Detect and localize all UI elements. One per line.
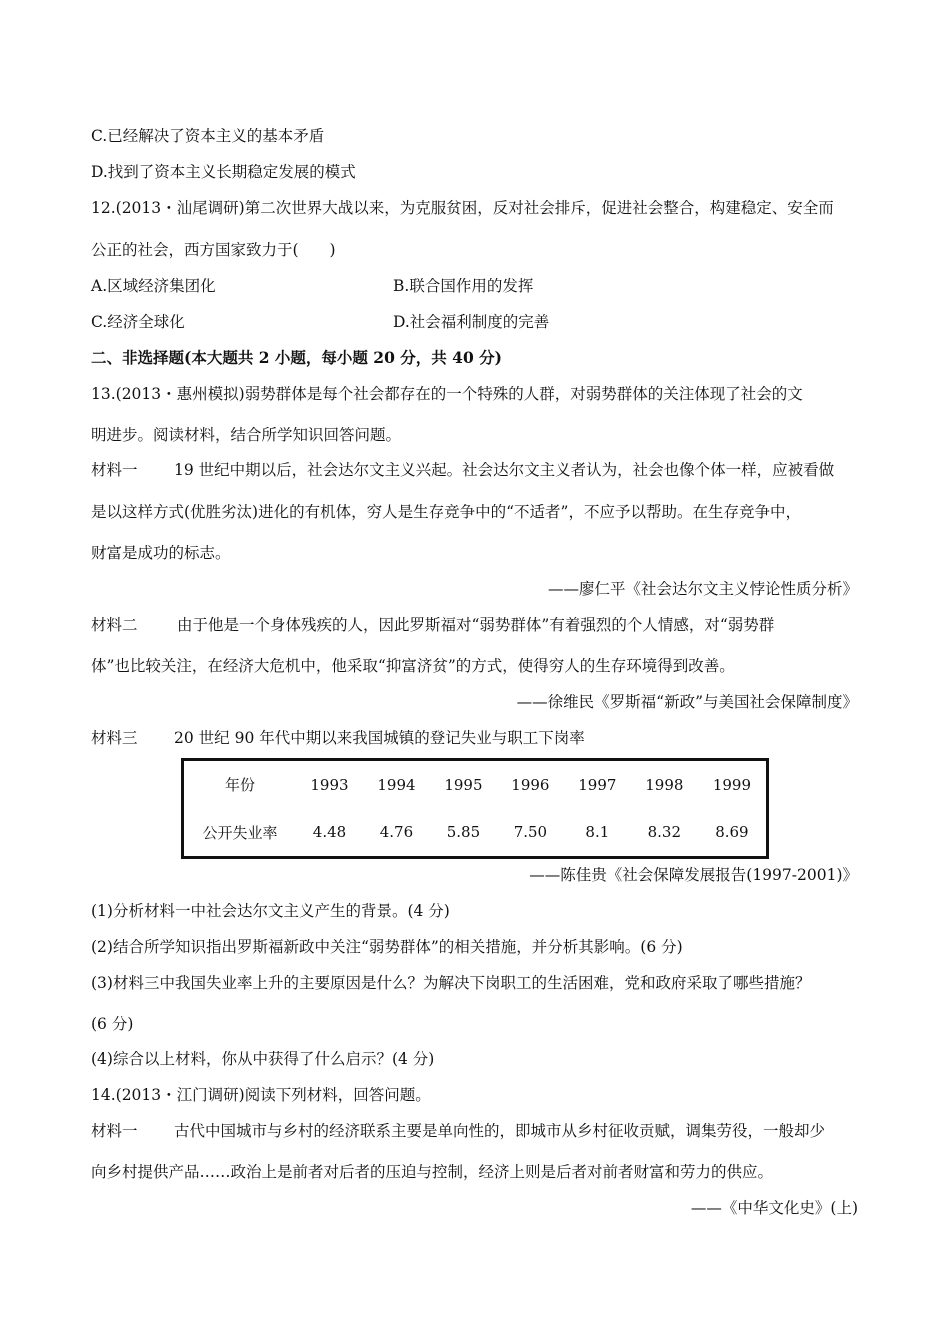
- q13-stem-line2: 明进步。阅读材料，结合所学知识回答问题。: [91, 426, 402, 444]
- q13-material1-label: 材料一: [91, 461, 138, 479]
- q13-material1-line2: 是以这样方式(优胜劣汰)进化的有机体，穷人是生存竞争中的“不适者”，不应予以帮助。在生存竞争中，: [91, 503, 801, 521]
- table-cell-year: 1995: [444, 775, 483, 794]
- table-cell-year: 1999: [712, 775, 751, 794]
- table-cell-year: 1998: [645, 775, 684, 794]
- q11-option-c: C.已经解决了资本主义的基本矛盾: [91, 127, 325, 145]
- q13-material2-line1: 由于他是一个身体残疾的人，因此罗斯福对“弱势群体”有着强烈的个人情感，对“弱势群: [177, 616, 775, 634]
- table-header-label: 年份: [224, 776, 255, 795]
- q13-material2-label: 材料二: [91, 616, 138, 634]
- q13-sub4: (4)综合以上材料，你从中获得了什么启示？(4 分): [91, 1050, 435, 1068]
- table-cell-rate: 8.32: [647, 823, 682, 842]
- q11-option-d: D.找到了资本主义长期稳定发展的模式: [91, 163, 356, 181]
- q13-material1-line1: 19 世纪中期以后，社会达尔文主义兴起。社会达尔文主义者认为，社会也像个体一样，应被看做: [174, 461, 835, 479]
- table-cell-rate: 7.50: [513, 823, 548, 842]
- q14-material1-line2: 向乡村提供产品……政治上是前者对后者的压迫与控制，经济上则是后者对前者财富和劳力的供应。: [91, 1163, 774, 1181]
- q13-stem-line1: 13.(2013・惠州模拟)弱势群体是每个社会都存在的一个特殊的人群，对弱势群体的关注体现了社会的文: [91, 385, 803, 403]
- q14-material1-source: ——《中华文化史》(上): [690, 1199, 858, 1217]
- q12-option-b: B.联合国作用的发挥: [393, 277, 534, 295]
- q12-stem-line1: 12.(2013・汕尾调研)第二次世界大战以来，为克服贫困，反对社会排斥，促进社会整合，构建稳定、安全而: [91, 199, 834, 217]
- q12-option-a: A.区域经济集团化: [91, 277, 216, 295]
- q13-sub3-line2: (6 分): [91, 1015, 134, 1033]
- q13-sub3-line1: (3)材料三中我国失业率上升的主要原因是什么？为解决下岗职工的生活困难，党和政府采取了哪些措施？: [91, 974, 811, 992]
- q13-material2-line2: 体”也比较关注，在经济大危机中，他采取“抑富济贫”的方式，使得穷人的生存环境得到改善。: [91, 657, 735, 675]
- table-cell-year: 1997: [578, 775, 617, 794]
- table-cell-rate: 4.48: [312, 823, 347, 842]
- table-row-label: 公开失业率: [202, 823, 278, 842]
- table-cell-rate: 5.85: [446, 823, 481, 842]
- q12-stem-line2: 公正的社会，西方国家致力于( ): [91, 241, 336, 259]
- table-row: [183, 760, 768, 809]
- table-cell-rate: 8.1: [585, 823, 610, 842]
- q14-stem: 14.(2013・江门调研)阅读下列材料，回答问题。: [91, 1086, 431, 1104]
- table-cell-year: 1994: [377, 775, 416, 794]
- q13-material2-source: ——徐维民《罗斯福“新政”与美国社会保障制度》: [516, 693, 858, 711]
- q12-option-d: D.社会福利制度的完善: [393, 313, 550, 331]
- table-cell-year: 1996: [511, 775, 550, 794]
- table-cell-rate: 8.69: [715, 823, 749, 842]
- q14-material1-line1: 古代中国城市与乡村的经济联系主要是单向性的，即城市从乡村征收贡赋，调集劳役，一般却少: [174, 1122, 826, 1140]
- section-title: 二、非选择题(本大题共 2 小题，每小题 20 分，共 40 分): [91, 348, 502, 367]
- table-row: [183, 809, 768, 858]
- q13-sub2: (2)结合所学知识指出罗斯福新政中关注“弱势群体”的相关措施，并分析其影响。(6 分): [91, 938, 683, 956]
- table-cell-year: 1993: [310, 775, 349, 794]
- q13-material1-line3: 财富是成功的标志。: [91, 544, 231, 562]
- q13-material1-source: ——廖仁平《社会达尔文主义悖论性质分析》: [547, 580, 858, 598]
- unemployment-table: [181, 758, 769, 859]
- q13-material3-source: ——陈佳贵《社会保障发展报告(1997-2001)》: [529, 866, 858, 884]
- table-cell-rate: 4.76: [379, 823, 414, 842]
- q12-option-c: C.经济全球化: [91, 313, 185, 331]
- q14-material1-label: 材料一: [91, 1122, 138, 1140]
- q13-material3-caption: 20 世纪 90 年代中期以来我国城镇的登记失业与职工下岗率: [174, 729, 585, 747]
- q13-sub1: (1)分析材料一中社会达尔文主义产生的背景。(4 分): [91, 902, 450, 920]
- q13-material3-label: 材料三: [91, 729, 138, 747]
